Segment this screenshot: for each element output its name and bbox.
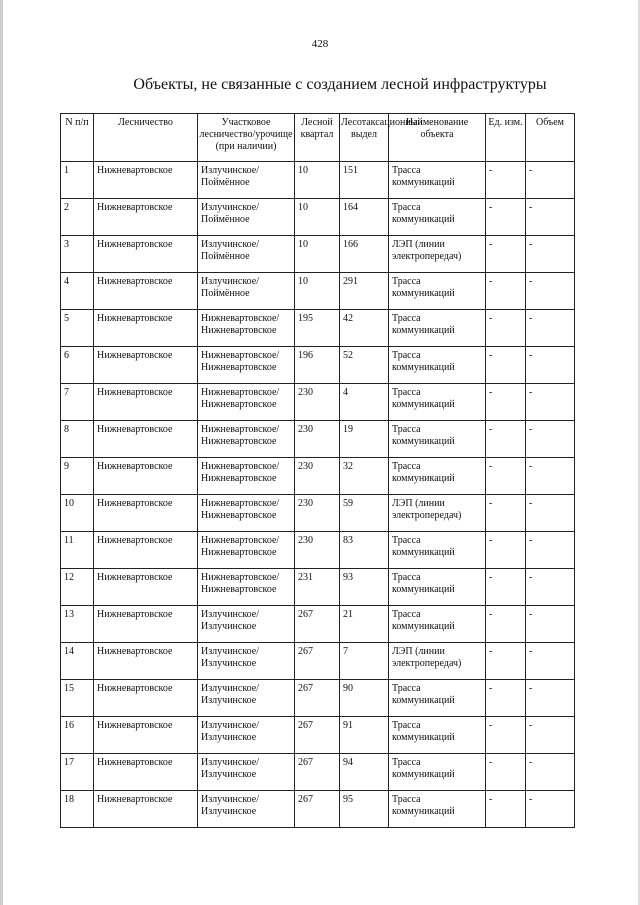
- table-cell: 10: [295, 199, 340, 236]
- header-cell: N п/п: [61, 114, 94, 162]
- table-cell: 196: [295, 347, 340, 384]
- table-cell: Трасса коммуникаций: [389, 310, 486, 347]
- table-cell: 1: [61, 162, 94, 199]
- table-cell: Нижневартовское: [94, 458, 198, 495]
- table-cell: ЛЭП (линии электропередач): [389, 643, 486, 680]
- table-cell: Нижневартовское: [94, 569, 198, 606]
- table-cell: Излучинское/Излучинское: [198, 791, 295, 828]
- table-cell: -: [486, 754, 526, 791]
- table-cell: -: [526, 791, 575, 828]
- table-cell: Трасса коммуникаций: [389, 162, 486, 199]
- table-row: [61, 717, 575, 754]
- table-cell: Нижневартовское/ Нижневартовское: [198, 384, 295, 421]
- table-cell: 267: [295, 606, 340, 643]
- table-cell: 32: [340, 458, 389, 495]
- table-cell: 3: [61, 236, 94, 273]
- table-cell: Трасса коммуникаций: [389, 347, 486, 384]
- table-cell: 91: [340, 717, 389, 754]
- table-cell: Нижневартовское: [94, 310, 198, 347]
- table-cell: Излучинское/Излучинское: [198, 717, 295, 754]
- table-cell: Излучинское/Излучинское: [198, 606, 295, 643]
- table-cell: 17: [61, 754, 94, 791]
- table-cell: -: [526, 310, 575, 347]
- table-row: [61, 532, 575, 569]
- table-cell: Излучинское/Поймённое: [198, 162, 295, 199]
- table-cell: -: [526, 532, 575, 569]
- table-cell: ЛЭП (линии электропередач): [389, 236, 486, 273]
- table-cell: -: [486, 310, 526, 347]
- table-cell: Излучинское/Излучинское: [198, 680, 295, 717]
- table-cell: Нижневартовское: [94, 717, 198, 754]
- table-cell: -: [486, 421, 526, 458]
- table-cell: -: [526, 421, 575, 458]
- table-cell: 42: [340, 310, 389, 347]
- table-cell: -: [486, 384, 526, 421]
- table-row: [61, 310, 575, 347]
- table-cell: Нижневартовское: [94, 643, 198, 680]
- table-cell: -: [526, 680, 575, 717]
- table-cell: Трасса коммуникаций: [389, 569, 486, 606]
- table-cell: -: [526, 236, 575, 273]
- table-cell: Трасса коммуникаций: [389, 421, 486, 458]
- table-cell: -: [526, 199, 575, 236]
- table-cell: Трасса коммуникаций: [389, 273, 486, 310]
- table-cell: -: [486, 643, 526, 680]
- table-cell: -: [486, 236, 526, 273]
- table-cell: 230: [295, 421, 340, 458]
- table-cell: 267: [295, 754, 340, 791]
- table-cell: 2: [61, 199, 94, 236]
- table-cell: -: [486, 495, 526, 532]
- table-cell: 10: [295, 162, 340, 199]
- table-cell: Нижневартовское: [94, 384, 198, 421]
- table-cell: 93: [340, 569, 389, 606]
- table-cell: -: [486, 273, 526, 310]
- table-cell: -: [526, 347, 575, 384]
- table-cell: -: [486, 680, 526, 717]
- header-cell: Лесной квартал: [295, 114, 340, 162]
- table-cell: 5: [61, 310, 94, 347]
- table-cell: Трасса коммуникаций: [389, 717, 486, 754]
- table-cell: Нижневартовское/ Нижневартовское: [198, 532, 295, 569]
- table-cell: Трасса коммуникаций: [389, 532, 486, 569]
- table-cell: Нижневартовское: [94, 199, 198, 236]
- table-cell: Нижневартовское: [94, 162, 198, 199]
- table-cell: ЛЭП (линии электропередач): [389, 495, 486, 532]
- table-cell: 195: [295, 310, 340, 347]
- table-cell: Нижневартовское/ Нижневартовское: [198, 347, 295, 384]
- table-cell: 59: [340, 495, 389, 532]
- table-row: [61, 273, 575, 310]
- table-cell: Нижневартовское/ Нижневартовское: [198, 569, 295, 606]
- table-cell: Трасса коммуникаций: [389, 458, 486, 495]
- table-row: [61, 458, 575, 495]
- table-header-row: [61, 114, 575, 162]
- table-cell: Нижневартовское/ Нижневартовское: [198, 458, 295, 495]
- table-cell: 94: [340, 754, 389, 791]
- table-cell: -: [526, 273, 575, 310]
- table-cell: 151: [340, 162, 389, 199]
- header-cell: Ед. изм.: [486, 114, 526, 162]
- table-row: [61, 236, 575, 273]
- table-cell: 267: [295, 680, 340, 717]
- table-cell: 4: [340, 384, 389, 421]
- table-cell: -: [486, 162, 526, 199]
- table-cell: Нижневартовское: [94, 680, 198, 717]
- table-cell: -: [486, 717, 526, 754]
- table-row: [61, 347, 575, 384]
- table-cell: 166: [340, 236, 389, 273]
- table-cell: -: [486, 458, 526, 495]
- table-cell: -: [526, 569, 575, 606]
- table-cell: Нижневартовское: [94, 606, 198, 643]
- table-cell: -: [526, 495, 575, 532]
- table-row: [61, 643, 575, 680]
- table-cell: 16: [61, 717, 94, 754]
- table-cell: Излучинское/Поймённое: [198, 236, 295, 273]
- table-cell: -: [486, 532, 526, 569]
- table-cell: 10: [295, 236, 340, 273]
- table-cell: 10: [295, 273, 340, 310]
- page-number: 428: [311, 38, 329, 50]
- table-cell: Трасса коммуникаций: [389, 754, 486, 791]
- table-cell: -: [486, 606, 526, 643]
- table-cell: Нижневартовское: [94, 791, 198, 828]
- table-cell: 12: [61, 569, 94, 606]
- table-row: [61, 421, 575, 458]
- table-cell: Излучинское/Поймённое: [198, 273, 295, 310]
- table-cell: Нижневартовское: [94, 421, 198, 458]
- table-cell: 231: [295, 569, 340, 606]
- table-cell: Излучинское/Излучинское: [198, 643, 295, 680]
- objects-table: [60, 113, 575, 828]
- header-cell: Наименование объекта: [389, 114, 486, 162]
- table-cell: Нижневартовское/ Нижневартовское: [198, 495, 295, 532]
- table-row: [61, 791, 575, 828]
- table-cell: Нижневартовское: [94, 273, 198, 310]
- table-cell: Нижневартовское/ Нижневартовское: [198, 421, 295, 458]
- table-row: [61, 680, 575, 717]
- table-cell: 10: [61, 495, 94, 532]
- table-cell: -: [526, 754, 575, 791]
- table-cell: 230: [295, 384, 340, 421]
- table-cell: 14: [61, 643, 94, 680]
- table-cell: 4: [61, 273, 94, 310]
- table-row: [61, 569, 575, 606]
- table-cell: 95: [340, 791, 389, 828]
- table-cell: 8: [61, 421, 94, 458]
- table-cell: -: [486, 569, 526, 606]
- table-cell: Трасса коммуникаций: [389, 199, 486, 236]
- table-cell: -: [486, 199, 526, 236]
- table-row: [61, 199, 575, 236]
- table-cell: -: [486, 347, 526, 384]
- table-cell: 267: [295, 717, 340, 754]
- header-cell: Лесничество: [94, 114, 198, 162]
- table-cell: Нижневартовское: [94, 532, 198, 569]
- table-cell: -: [486, 791, 526, 828]
- table-cell: 230: [295, 495, 340, 532]
- header-cell: Лесотаксационный выдел: [340, 114, 389, 162]
- table-row: [61, 495, 575, 532]
- table-cell: 90: [340, 680, 389, 717]
- document-title: Объекты, не связанные с созданием лесной инфраструктуры: [133, 76, 547, 93]
- table-cell: Излучинское/Поймённое: [198, 199, 295, 236]
- table-cell: 21: [340, 606, 389, 643]
- table-cell: 291: [340, 273, 389, 310]
- table-cell: -: [526, 606, 575, 643]
- table-cell: 52: [340, 347, 389, 384]
- table-cell: -: [526, 458, 575, 495]
- table-cell: -: [526, 643, 575, 680]
- header-cell: Участковое лесничество/урочище (при наличии): [198, 114, 295, 162]
- table-cell: 6: [61, 347, 94, 384]
- table-row: [61, 162, 575, 199]
- table-cell: 7: [340, 643, 389, 680]
- table-cell: -: [526, 384, 575, 421]
- table-cell: 7: [61, 384, 94, 421]
- table-cell: 230: [295, 532, 340, 569]
- table-cell: 230: [295, 458, 340, 495]
- header-cell: Объем: [526, 114, 575, 162]
- table-cell: 19: [340, 421, 389, 458]
- table-row: [61, 384, 575, 421]
- table-cell: Нижневартовское: [94, 236, 198, 273]
- table-cell: 267: [295, 791, 340, 828]
- table-cell: 13: [61, 606, 94, 643]
- table-cell: Излучинское/Излучинское: [198, 754, 295, 791]
- table-cell: -: [526, 162, 575, 199]
- table-cell: -: [526, 717, 575, 754]
- table-cell: 164: [340, 199, 389, 236]
- table-cell: 18: [61, 791, 94, 828]
- table-cell: Трасса коммуникаций: [389, 680, 486, 717]
- table-cell: Трасса коммуникаций: [389, 606, 486, 643]
- table-cell: 11: [61, 532, 94, 569]
- table-cell: 83: [340, 532, 389, 569]
- table-cell: Трасса коммуникаций: [389, 791, 486, 828]
- table-cell: Нижневартовское: [94, 495, 198, 532]
- scan-edge-left: [0, 0, 3, 905]
- table-row: [61, 606, 575, 643]
- table-cell: 267: [295, 643, 340, 680]
- table-cell: Нижневартовское/ Нижневартовское: [198, 310, 295, 347]
- table-cell: Нижневартовское: [94, 754, 198, 791]
- table-cell: Трасса коммуникаций: [389, 384, 486, 421]
- table-cell: Нижневартовское: [94, 347, 198, 384]
- table-cell: 15: [61, 680, 94, 717]
- table-row: [61, 754, 575, 791]
- table-cell: 9: [61, 458, 94, 495]
